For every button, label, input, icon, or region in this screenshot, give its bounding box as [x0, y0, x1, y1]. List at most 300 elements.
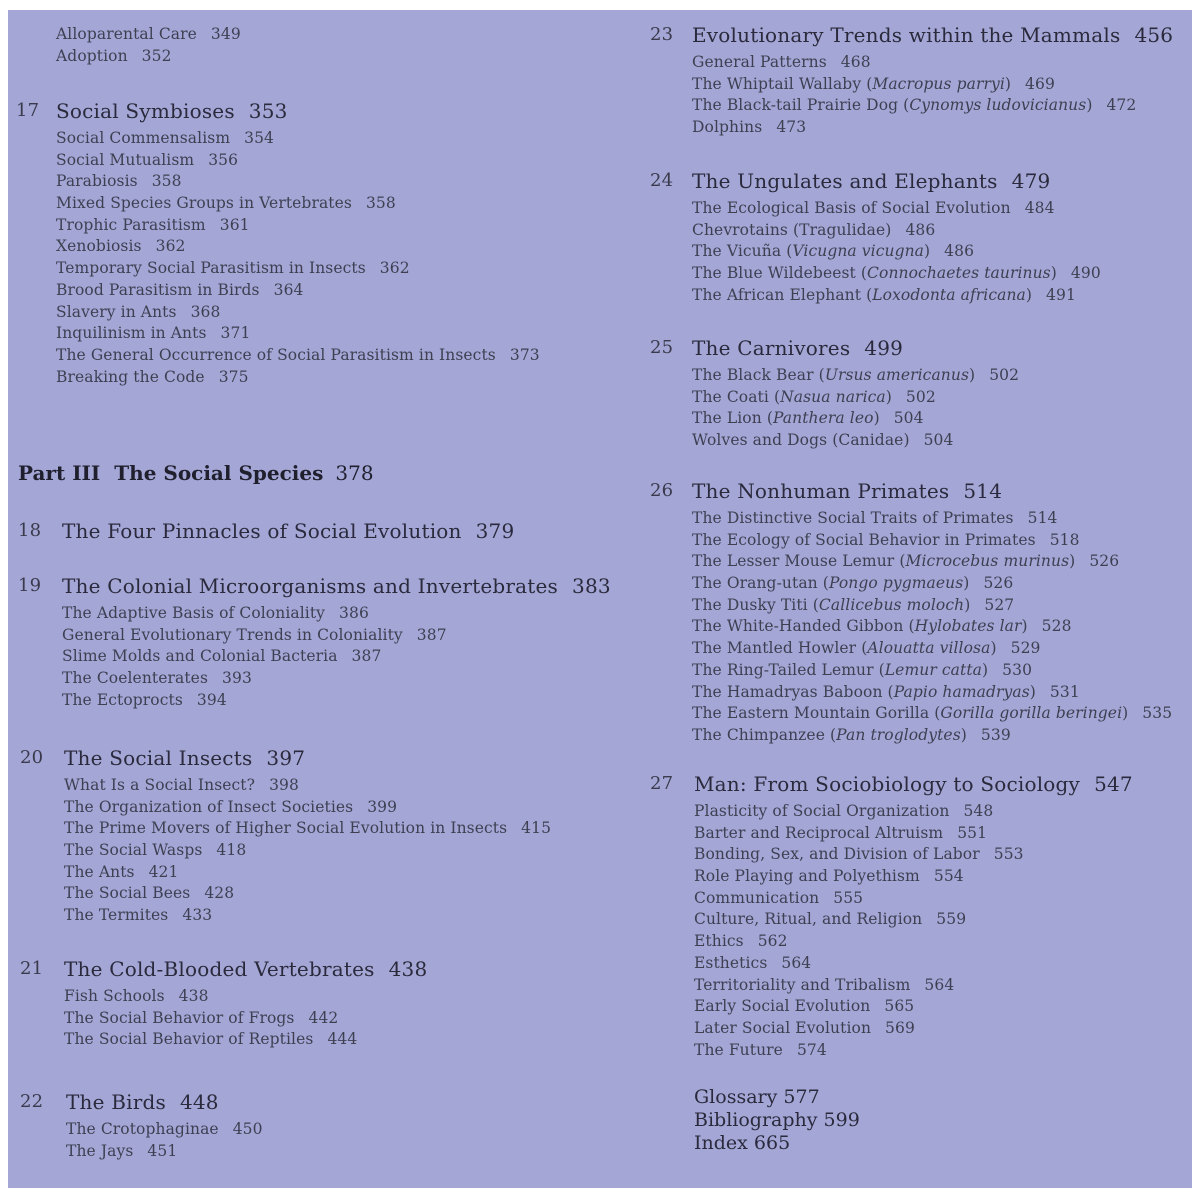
- entry-title-close: ): [1050, 264, 1057, 283]
- entry-species: Loxodonta africana: [872, 285, 1026, 304]
- entry-page: 362: [155, 237, 186, 256]
- toc-entry: [694, 888, 1192, 910]
- chapter-number: 25: [650, 337, 674, 358]
- entry-page: 528: [1041, 617, 1072, 636]
- entry-page: 418: [216, 841, 247, 860]
- chapter-heading: [638, 771, 1192, 797]
- section-list: [692, 365, 1192, 452]
- entry-page: 504: [893, 409, 924, 428]
- entry-page: 502: [905, 387, 936, 406]
- chapter-21: [8, 956, 628, 1051]
- entry-page: 562: [757, 932, 788, 951]
- chapter-heading: [638, 22, 1192, 48]
- entry-title: Fish Schools: [64, 987, 165, 1005]
- entry-title: Bonding, Sex, and Division of Labor: [694, 845, 980, 864]
- entry-title: Culture, Ritual, and Religion: [694, 910, 923, 929]
- entry-page: 398: [269, 776, 299, 794]
- toc-entry: [692, 573, 1192, 595]
- toc-entry: [692, 220, 1192, 242]
- chapter-heading: [8, 98, 628, 124]
- toc-entry: [692, 285, 1192, 307]
- entry-page: 527: [984, 595, 1015, 614]
- chapter-number: 26: [650, 480, 674, 501]
- entry-page: 428: [204, 884, 235, 903]
- entry-title: The Ring-Tailed Lemur (: [692, 660, 885, 679]
- entry-page: 569: [885, 1018, 915, 1037]
- entry-species: Cynomys ludovicianus: [909, 96, 1087, 115]
- entry-page: 371: [220, 324, 251, 343]
- toc-entry: [64, 1029, 628, 1051]
- entry-title-close: ): [1122, 704, 1129, 723]
- entry-page: 565: [884, 997, 915, 1016]
- entry-page: 472: [1106, 96, 1137, 115]
- chapter-number: 27: [650, 773, 674, 794]
- toc-entry: [692, 117, 1192, 139]
- entry-page: 564: [924, 975, 955, 994]
- entry-title: The Social Behavior of Frogs: [64, 1008, 295, 1027]
- entry-title: The Termites: [64, 906, 169, 925]
- entry-page: 502: [989, 366, 1020, 384]
- entry-page: 553: [993, 845, 1024, 864]
- entry-title: Plasticity of Social Organization: [694, 802, 950, 820]
- entry-page: 577: [783, 1086, 820, 1108]
- entry-title: The Adaptive Basis of Coloniality: [62, 604, 326, 622]
- entry-species: Vicugna vicugna: [792, 242, 925, 261]
- entry-page: 564: [781, 953, 812, 972]
- entry-species: Panthera leo: [772, 409, 874, 428]
- toc-entry: [694, 931, 1192, 953]
- entry-title-close: ): [964, 595, 971, 614]
- chapter-heading: [8, 573, 628, 599]
- toc-entry: [56, 150, 628, 172]
- chapter-page: 379: [475, 519, 515, 543]
- toc-entry: [692, 725, 1192, 747]
- toc-entry: [56, 367, 628, 389]
- entry-title: The Coati (: [692, 387, 781, 406]
- back-matter-list: [694, 1086, 860, 1155]
- entry-page: 386: [339, 604, 369, 622]
- entry-page: 375: [218, 367, 249, 386]
- chapter-heading: [638, 478, 1192, 504]
- entry-page: 514: [1027, 509, 1058, 527]
- entry-species: Pongo pygmaeus: [828, 574, 964, 593]
- entry-title: The Whiptail Wallaby (: [692, 74, 873, 93]
- toc-entry: [694, 953, 1192, 975]
- entry-title: Bibliography: [694, 1109, 818, 1131]
- entry-title: Chevrotains (Tragulidae): [692, 220, 892, 239]
- entry-page: 548: [963, 802, 994, 820]
- entry-title: Territoriality and Tribalism: [694, 975, 911, 994]
- toc-entry: [694, 1018, 1192, 1040]
- entry-title: Temporary Social Parasitism in Insects: [56, 259, 366, 278]
- chapter-page: 547: [1094, 772, 1133, 796]
- toc-entry: [692, 74, 1192, 96]
- entry-page: 349: [210, 25, 241, 43]
- entry-title-close: ): [1086, 96, 1093, 115]
- entry-title: Breaking the Code: [56, 367, 205, 386]
- entry-title: The Coelenterates: [62, 669, 209, 688]
- part-label: Part III: [18, 461, 101, 485]
- chapter-18: [8, 518, 628, 544]
- toc-entry: [692, 408, 1192, 430]
- entry-title-close: ): [969, 366, 976, 384]
- toc-entry: [66, 1119, 628, 1141]
- part-title: The Social Species: [114, 461, 324, 485]
- entry-title: The Dusky Titi (: [692, 595, 819, 614]
- entry-title: Adoption: [56, 46, 128, 65]
- entry-title: The African Elephant (: [692, 285, 873, 304]
- entry-species: Microcebus murinus: [905, 552, 1070, 571]
- entry-title: The Eastern Mountain Gorilla (: [692, 704, 941, 723]
- entry-title: Social Mutualism: [56, 150, 195, 169]
- entry-page: 415: [521, 819, 552, 838]
- entry-page: 599: [823, 1109, 860, 1131]
- toc-entry: [56, 128, 628, 150]
- entry-title: Parabiosis: [56, 172, 138, 191]
- chapter-17: [8, 98, 628, 388]
- entry-page: 444: [327, 1030, 358, 1049]
- entry-title: Brood Parasitism in Birds: [56, 280, 260, 299]
- entry-species: Hylobates lar: [914, 617, 1022, 636]
- chapter-19: [8, 573, 628, 711]
- entry-title: What Is a Social Insect?: [64, 776, 256, 794]
- toc-entry: [62, 625, 628, 647]
- entry-page: 539: [980, 725, 1011, 744]
- toc-entry: [64, 840, 628, 862]
- entry-page: 531: [1049, 682, 1080, 701]
- entry-title-close: ): [1025, 285, 1033, 304]
- chapter-page: 479: [1011, 169, 1051, 193]
- section-list: [692, 198, 1192, 306]
- chapter-number: 24: [650, 170, 674, 191]
- toc-entry: [64, 818, 628, 840]
- entry-title: The Hamadryas Baboon (: [692, 682, 894, 701]
- chapter-page: 397: [266, 746, 306, 770]
- top-items-list: [56, 24, 241, 67]
- toc-entry: [64, 1008, 628, 1030]
- entry-title-close: ): [885, 387, 892, 406]
- toc-entry: [56, 236, 628, 258]
- chapter-20: [8, 745, 628, 927]
- entry-title: The Black-tail Prairie Dog (: [692, 96, 910, 115]
- entry-page: 438: [178, 987, 209, 1005]
- entry-title: Esthetics: [694, 953, 768, 972]
- chapter-heading: [638, 335, 1192, 361]
- entry-title: Ethics: [694, 932, 744, 951]
- entry-page: 473: [776, 118, 807, 137]
- chapter-number: 17: [16, 100, 40, 121]
- entry-page: 490: [1070, 264, 1101, 283]
- entry-title: The Blue Wildebeest (: [692, 264, 868, 283]
- chapter-page: 353: [248, 99, 288, 123]
- chapter-title: Man: From Sociobiology to Sociology: [694, 772, 1081, 796]
- toc-entry: [62, 646, 628, 668]
- toc-entry: [694, 866, 1192, 888]
- entry-title-close: ): [990, 639, 997, 658]
- toc-entry: [62, 668, 628, 690]
- entry-title: The Chimpanzee (: [692, 725, 837, 744]
- toc-entry: [694, 975, 1192, 997]
- toc-entry: [692, 551, 1192, 573]
- toc-entry: [64, 883, 628, 905]
- toc-entry: [64, 775, 628, 797]
- entry-page: 574: [796, 1040, 827, 1059]
- back-matter-entry: [694, 1086, 860, 1109]
- entry-page: 368: [190, 302, 221, 321]
- entry-title: Index: [694, 1132, 748, 1154]
- entry-page: 393: [222, 669, 252, 688]
- entry-title: Trophic Parasitism: [56, 215, 206, 234]
- section-list: [64, 775, 628, 927]
- entry-page: 421: [148, 862, 179, 881]
- entry-species: Ursus americanus: [824, 366, 970, 384]
- entry-title: The Orang-utan (: [692, 574, 829, 593]
- chapter-number: 21: [20, 958, 44, 979]
- entry-title-close: ): [1004, 74, 1012, 93]
- entry-page: 364: [273, 280, 304, 299]
- chapter-26: [638, 478, 1192, 747]
- entry-title: Communication: [694, 888, 820, 907]
- toc-entry: [56, 46, 241, 68]
- toc-entry: [56, 215, 628, 237]
- entry-title: Social Commensalism: [56, 129, 231, 147]
- chapter-25: [638, 335, 1192, 452]
- entry-title: General Patterns: [692, 53, 827, 71]
- chapter-page: 383: [572, 574, 611, 598]
- chapter-title: Social Symbioses: [56, 99, 235, 123]
- entry-page: 526: [983, 574, 1014, 593]
- toc-entry: [692, 95, 1192, 117]
- chapter-title: The Four Pinnacles of Social Evolution: [62, 519, 462, 543]
- entry-title-close: ): [1021, 617, 1028, 636]
- section-list: [694, 801, 1192, 1061]
- toc-entry: [56, 280, 628, 302]
- toc-page: [8, 10, 1192, 1188]
- toc-entry: [694, 909, 1192, 931]
- chapter-title: Evolutionary Trends within the Mammals: [692, 23, 1121, 47]
- toc-entry: [692, 387, 1192, 409]
- entry-page: 530: [1002, 660, 1033, 679]
- back-matter-entry: [694, 1109, 860, 1132]
- chapter-number: 22: [20, 1091, 44, 1112]
- entry-title-close: ): [960, 725, 967, 744]
- entry-title: Dolphins: [692, 118, 763, 137]
- section-list: [692, 52, 1192, 139]
- entry-page: 358: [151, 172, 182, 191]
- chapter-title: The Birds: [66, 1090, 166, 1114]
- toc-entry: [64, 986, 628, 1008]
- entry-title: The Social Behavior of Reptiles: [64, 1030, 314, 1049]
- chapter-heading: [638, 168, 1192, 194]
- entry-title: The Mantled Howler (: [692, 639, 868, 658]
- toc-entry: [692, 660, 1192, 682]
- entry-page: 394: [196, 690, 227, 709]
- toc-entry: [692, 616, 1192, 638]
- entry-title: The Lion (: [692, 409, 773, 428]
- chapter-heading: [8, 518, 628, 544]
- toc-entry: [56, 171, 628, 193]
- entry-title: The Vicuña (: [692, 242, 793, 261]
- toc-entry: [692, 241, 1192, 263]
- entry-title: The Distinctive Social Traits of Primates: [692, 509, 1014, 527]
- chapter-number: 18: [18, 520, 42, 541]
- chapter-22: [8, 1089, 628, 1162]
- entry-page: 354: [244, 129, 275, 147]
- entry-page: 504: [923, 431, 954, 450]
- entry-title: The Social Wasps: [64, 841, 203, 860]
- entry-title: Mixed Species Groups in Vertebrates: [56, 194, 352, 213]
- part-page: 378: [335, 461, 374, 485]
- entry-title: Inquilinism in Ants: [56, 324, 207, 343]
- entry-species: Callicebus moloch: [818, 595, 965, 614]
- part-heading: [18, 460, 374, 486]
- entry-title: The Ecology of Social Behavior in Primates: [692, 530, 1036, 549]
- entry-page: 361: [219, 215, 250, 234]
- entry-page: 442: [308, 1008, 339, 1027]
- entry-page: 399: [367, 797, 398, 816]
- entry-species: Alouatta villosa: [867, 639, 991, 658]
- chapter-27: [638, 771, 1192, 1061]
- toc-entry: [56, 345, 628, 367]
- entry-page: 535: [1142, 704, 1173, 723]
- toc-entry: [692, 595, 1192, 617]
- chapter-number: 19: [18, 575, 42, 596]
- chapter-page: 456: [1134, 23, 1174, 47]
- toc-entry: [56, 258, 628, 280]
- entry-page: 551: [957, 823, 988, 842]
- entry-page: 526: [1089, 552, 1120, 571]
- entry-page: 554: [933, 867, 964, 886]
- entry-title-close: ): [1029, 682, 1036, 701]
- entry-page: 518: [1049, 530, 1080, 549]
- entry-page: 352: [141, 46, 172, 65]
- toc-entry: [692, 530, 1192, 552]
- entry-page: 665: [753, 1132, 791, 1154]
- entry-title: The Prime Movers of Higher Social Evolution in Insects: [64, 819, 508, 838]
- entry-title-close: ): [1069, 552, 1076, 571]
- entry-page: 373: [509, 345, 540, 364]
- entry-page: 433: [182, 906, 213, 925]
- entry-page: 387: [416, 625, 447, 644]
- entry-page: 469: [1025, 74, 1055, 93]
- entry-title: The White-Handed Gibbon (: [692, 617, 915, 636]
- entry-title: Slime Molds and Colonial Bacteria: [62, 647, 338, 666]
- entry-title: The Crotophaginae: [66, 1120, 219, 1138]
- entry-page: 451: [147, 1141, 178, 1160]
- entry-title-close: ): [924, 242, 931, 261]
- entry-title: The Lesser Mouse Lemur (: [692, 552, 906, 571]
- entry-page: 468: [840, 53, 871, 71]
- section-list: [692, 508, 1192, 747]
- toc-entry: [692, 703, 1192, 725]
- entry-title: The Ants: [64, 862, 135, 881]
- entry-title: The Social Bees: [64, 884, 191, 903]
- entry-title: General Evolutionary Trends in Coloniality: [62, 625, 403, 644]
- entry-species: Connochaetes taurinus: [867, 264, 1051, 283]
- toc-entry: [692, 508, 1192, 530]
- chapter-title: The Colonial Microorganisms and Invertebrates: [62, 574, 559, 598]
- chapter-title: The Nonhuman Primates: [692, 479, 950, 503]
- toc-entry: [62, 690, 628, 712]
- entry-species: Lemur catta: [884, 660, 982, 679]
- entry-page: 387: [351, 647, 382, 666]
- entry-title: The Future: [694, 1040, 783, 1059]
- toc-entry: [56, 302, 628, 324]
- entry-page: 559: [936, 910, 967, 929]
- chapter-title: The Ungulates and Elephants: [692, 169, 998, 193]
- toc-entry: [692, 638, 1192, 660]
- chapter-page: 438: [388, 957, 428, 981]
- entry-page: 486: [905, 220, 936, 239]
- entry-page: 450: [232, 1120, 263, 1138]
- entry-title: The Organization of Insect Societies: [64, 797, 354, 816]
- toc-entry: [692, 682, 1192, 704]
- toc-entry: [56, 323, 628, 345]
- entry-species: Papio hamadryas: [893, 682, 1030, 701]
- entry-page: 362: [379, 259, 410, 278]
- toc-entry: [692, 430, 1192, 452]
- chapter-heading: [8, 745, 628, 771]
- entry-species: Nasua narica: [780, 387, 886, 406]
- toc-entry: [692, 198, 1192, 220]
- chapter-23: [638, 22, 1192, 139]
- entry-page: 486: [944, 242, 975, 261]
- entry-page: 356: [208, 150, 239, 169]
- entry-title-close: ): [981, 660, 989, 679]
- section-list: [66, 1119, 628, 1162]
- entry-title-close: ): [873, 409, 880, 428]
- entry-title: Slavery in Ants: [56, 302, 177, 321]
- toc-entry: [694, 823, 1192, 845]
- chapter-page: 448: [179, 1090, 219, 1114]
- entry-title: The Jays: [66, 1141, 134, 1160]
- chapter-24: [638, 168, 1192, 306]
- entry-title: Wolves and Dogs (Canidae): [692, 431, 910, 450]
- entry-title: Early Social Evolution: [694, 997, 871, 1016]
- entry-title-close: ): [963, 574, 970, 593]
- toc-entry: [56, 193, 628, 215]
- toc-entry: [56, 24, 241, 46]
- entry-title: Later Social Evolution: [694, 1018, 872, 1037]
- entry-title: The General Occurrence of Social Parasitism in Insects: [56, 345, 496, 364]
- toc-entry: [62, 603, 628, 625]
- entry-title: Barter and Reciprocal Altruism: [694, 823, 944, 842]
- toc-entry: [694, 996, 1192, 1018]
- entry-title: The Ectoprocts: [62, 690, 183, 709]
- entry-page: 484: [1024, 199, 1055, 217]
- section-list: [62, 603, 628, 711]
- entry-page: 555: [833, 888, 864, 907]
- toc-entry: [692, 52, 1192, 74]
- chapter-heading: [8, 1089, 628, 1115]
- toc-entry: [64, 797, 628, 819]
- entry-species: Macropus parryi: [872, 74, 1005, 93]
- entry-title: Alloparental Care: [56, 25, 197, 43]
- chapter-title: The Social Insects: [64, 746, 253, 770]
- toc-entry: [64, 905, 628, 927]
- toc-entry: [694, 1040, 1192, 1062]
- entry-title: Glossary: [694, 1086, 778, 1108]
- toc-entry: [692, 365, 1192, 387]
- entry-species: Pan troglodytes: [836, 725, 961, 744]
- section-list: [64, 986, 628, 1051]
- toc-entry: [66, 1141, 628, 1163]
- toc-entry: [692, 263, 1192, 285]
- entry-title: Xenobiosis: [56, 237, 142, 256]
- chapter-number: 23: [650, 24, 674, 45]
- toc-entry: [694, 844, 1192, 866]
- entry-title: Role Playing and Polyethism: [694, 867, 920, 886]
